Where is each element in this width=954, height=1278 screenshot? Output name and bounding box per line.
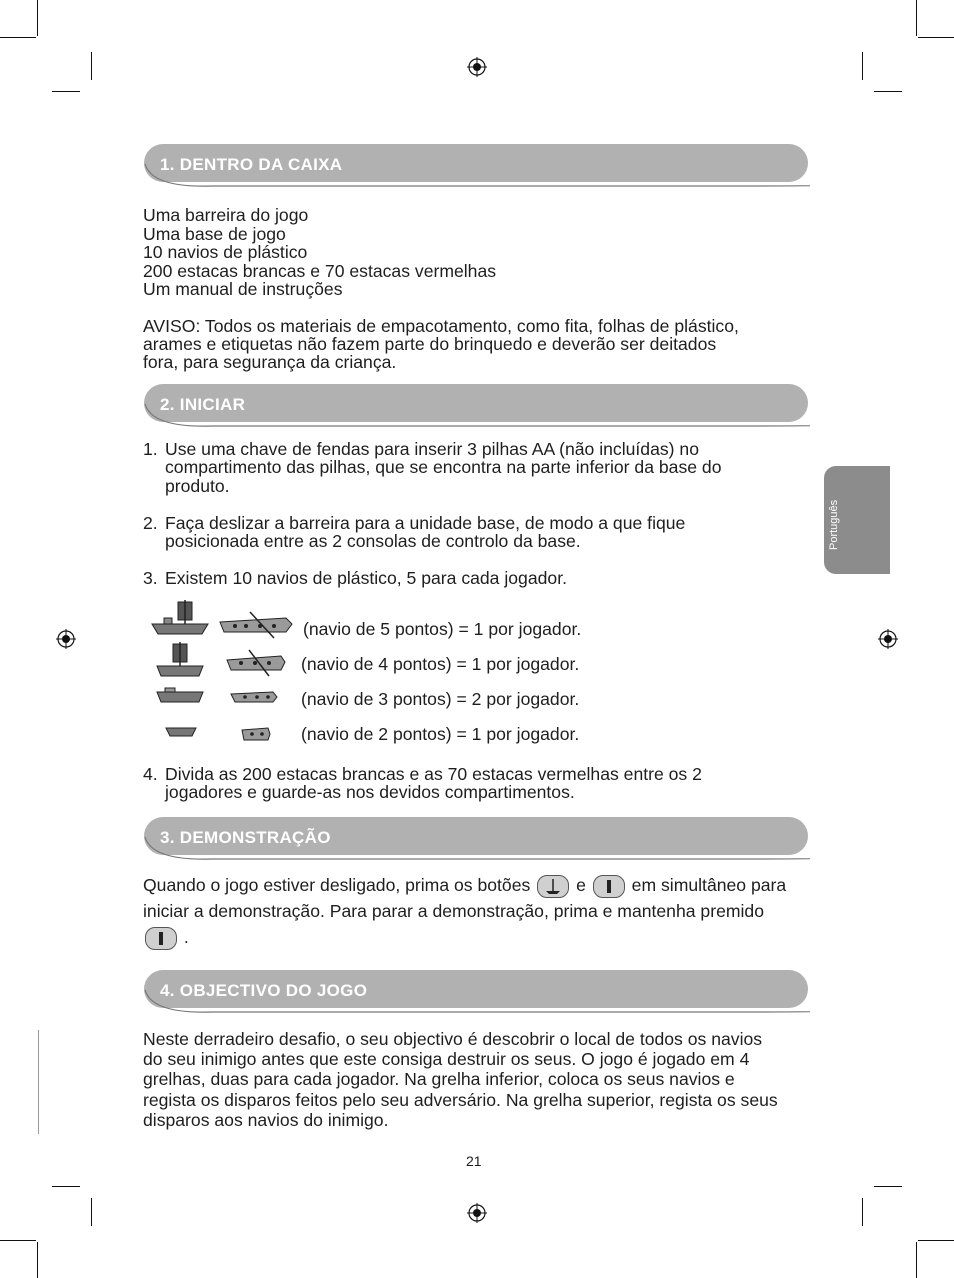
crop-mark <box>52 91 80 92</box>
crop-mark <box>52 1186 80 1187</box>
warning-text: AVISO: Todos os materiais de empacotamento, como fita, folhas de plástico, <box>143 316 739 336</box>
ship-5-icon <box>150 598 295 640</box>
ship-label: (navio de 5 pontos) = 1 por jogador. <box>303 619 582 639</box>
list-item: 10 navios de plástico <box>143 242 308 262</box>
language-tab <box>824 466 890 574</box>
crop-mark <box>0 37 36 38</box>
step-text: Divida as 200 estacas brancas e as 70 estacas vermelhas entre os 2 <box>165 764 702 784</box>
registration-mark-icon <box>878 629 898 649</box>
list-item: Uma barreira do jogo <box>143 205 309 225</box>
crop-mark <box>918 37 954 38</box>
list-item: 200 estacas brancas e 70 estacas vermelhas <box>143 261 497 281</box>
section-title: 2. INICIAR <box>160 395 246 414</box>
warning-text: fora, para segurança da criança. <box>143 352 397 372</box>
objective-text: Neste derradeiro desafio, o seu objectivo é descobrir o local de todos os navios <box>143 1029 763 1049</box>
ship-4-icon <box>155 638 290 680</box>
crop-mark <box>37 1242 38 1278</box>
ship-label: (navio de 2 pontos) = 1 por jogador. <box>301 724 580 744</box>
objective-text: grelhas, duas para cada jogador. Na grelha inferior, coloca os seus navios e <box>143 1069 735 1089</box>
ship-button-icon <box>537 875 569 898</box>
crop-mark <box>862 1198 863 1226</box>
registration-mark-icon <box>56 629 76 649</box>
page-number: 21 <box>466 1153 482 1169</box>
list-item: Um manual de instruções <box>143 279 343 299</box>
demo-text: em simultâneo para iniciar a demonstração. Para parar a demonstração, prima e mantenha premido <box>143 875 787 921</box>
list-item: Uma base de jogo <box>143 224 286 244</box>
section-banner-objective <box>142 970 810 1018</box>
step-number: 1. <box>143 439 158 459</box>
section-banner-demo <box>142 817 810 865</box>
crop-mark <box>874 1186 902 1187</box>
objective-text: do seu inimigo antes que este consiga destruir os seus. O jogo é jogado em 4 <box>143 1049 750 1069</box>
crop-mark <box>91 52 92 80</box>
step-text: jogadores e guarde-as nos devidos compartimentos. <box>165 782 575 803</box>
step-item <box>143 440 803 495</box>
step-text: Existem 10 navios de plástico, 5 para cada jogador. <box>165 568 567 588</box>
section-banner-contents <box>142 144 810 192</box>
step-text: Use uma chave de fendas para inserir 3 pilhas AA (não incluídas) no <box>165 439 699 459</box>
language-tab-label: Português <box>828 499 840 550</box>
step-text: compartimento das pilhas, que se encontra na parte inferior da base do <box>165 457 722 478</box>
step-text: posicionada entre as 2 consolas de controlo da base. <box>165 531 581 552</box>
registration-mark-icon <box>467 1203 487 1223</box>
objective-text: regista os disparos feitos pelo seu adversário. Na grelha superior, regista os seus <box>143 1090 778 1110</box>
ship-2-icon <box>164 724 274 746</box>
registration-mark-icon <box>467 57 487 77</box>
step-number: 3. <box>143 568 158 588</box>
demo-paragraph <box>143 872 815 950</box>
ship-3-icon <box>155 686 280 712</box>
step-item <box>143 765 803 802</box>
fire-button-icon <box>593 875 625 898</box>
step-text: Faça deslizar a barreira para a unidade base, de modo a que fique <box>165 513 686 533</box>
step-item <box>143 514 803 551</box>
step-item <box>143 569 803 587</box>
crop-mark <box>862 52 863 80</box>
demo-text: Quando o jogo estiver desligado, prima os botões <box>143 875 531 895</box>
step-number: 2. <box>143 513 158 533</box>
margin-line <box>38 1030 39 1134</box>
section-banner-start <box>142 384 810 432</box>
ship-label: (navio de 3 pontos) = 2 por jogador. <box>301 689 580 709</box>
step-text: produto. <box>165 475 230 496</box>
objective-text: disparos aos navios do inimigo. <box>143 1110 389 1130</box>
crop-mark <box>874 91 902 92</box>
crop-mark <box>916 1242 917 1278</box>
crop-mark <box>37 0 38 36</box>
warning-text: arames e etiquetas não fazem parte do brinquedo e deverão ser deitados <box>143 334 717 354</box>
demo-text: e <box>576 875 586 895</box>
section-title: 3. DEMONSTRAÇÃO <box>160 828 331 847</box>
fire-button-icon <box>145 927 177 950</box>
crop-mark <box>0 1240 36 1241</box>
demo-text: . <box>183 927 189 947</box>
ship-label: (navio de 4 pontos) = 1 por jogador. <box>301 654 580 674</box>
crop-mark <box>91 1198 92 1226</box>
crop-mark <box>918 1240 954 1241</box>
section-title: 1. DENTRO DA CAIXA <box>160 155 343 174</box>
section-title: 4. OBJECTIVO DO JOGO <box>160 981 368 1000</box>
step-number: 4. <box>143 764 158 784</box>
crop-mark <box>916 0 917 36</box>
